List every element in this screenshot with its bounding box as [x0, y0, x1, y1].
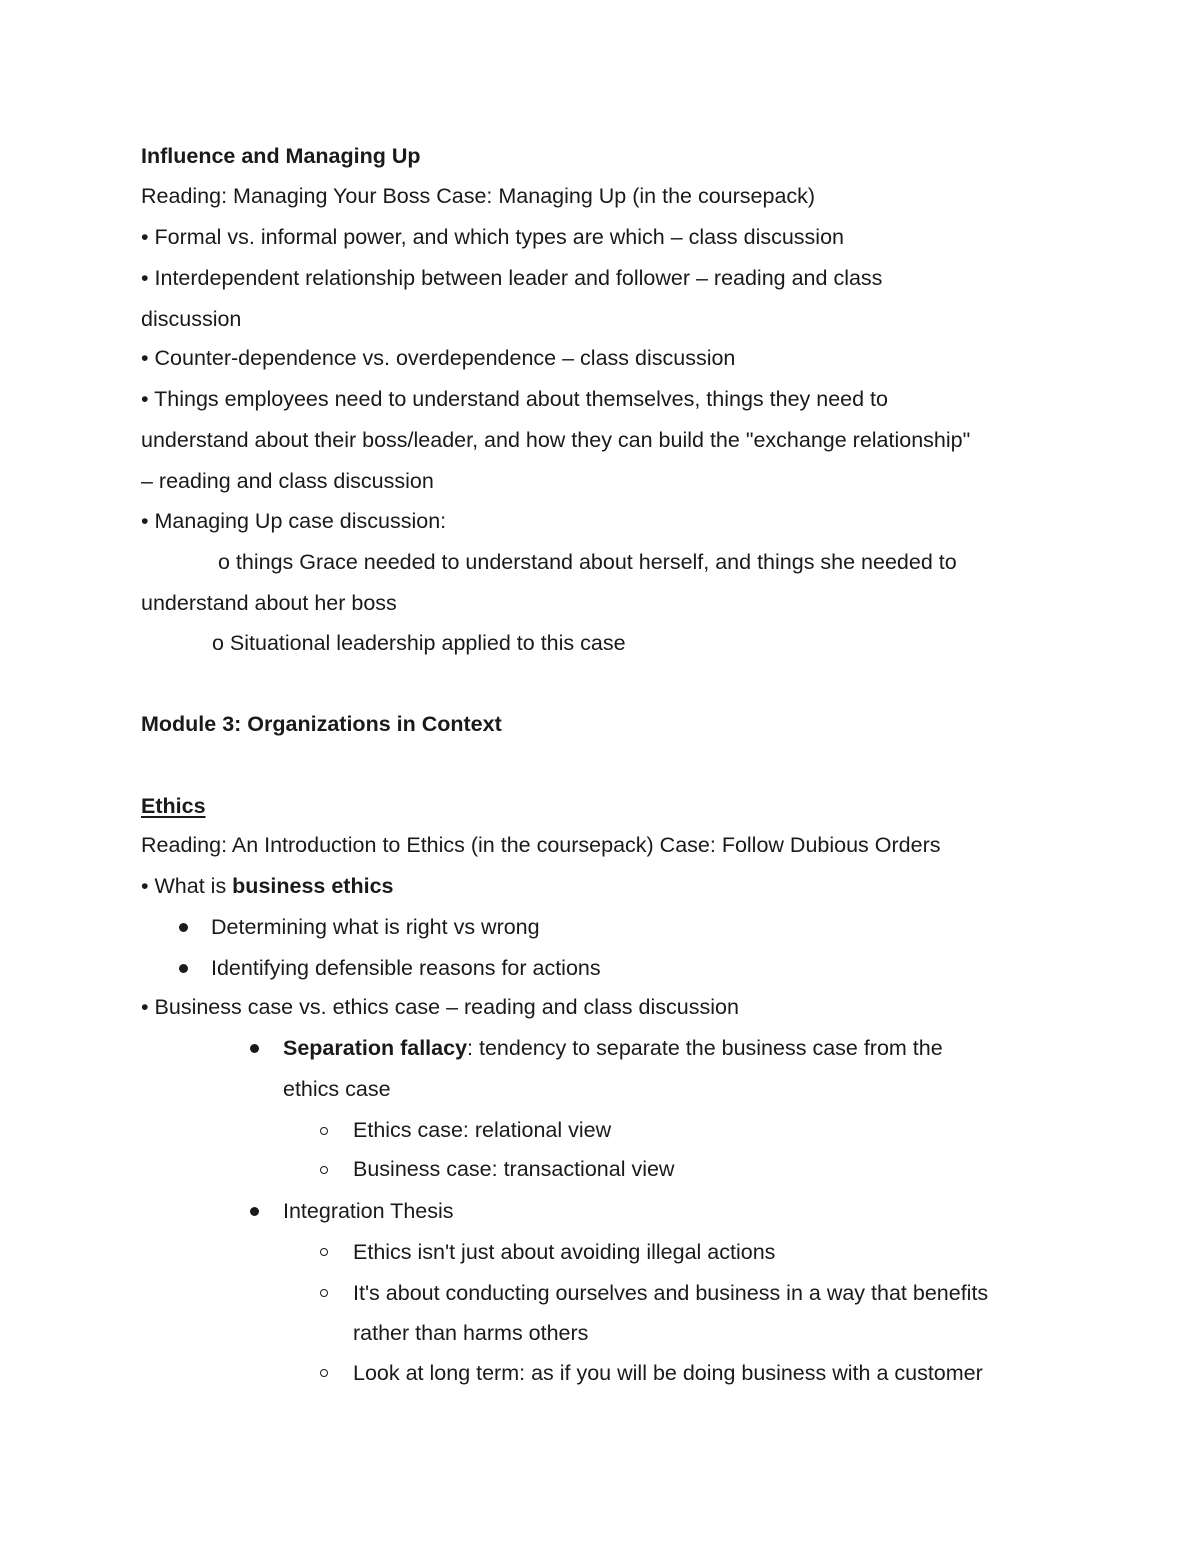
reading-line-influence: Reading: Managing Your Boss Case: Managing Up (in the coursepack): [141, 184, 816, 208]
list-item: Identifying defensible reasons for actions: [211, 956, 601, 980]
filled-bullet-icon: [179, 964, 188, 973]
bullet: •: [141, 266, 149, 290]
reading-line-ethics: Reading: An Introduction to Ethics (in the coursepack) Case: Follow Dubious Orders: [141, 833, 941, 857]
bullet: •: [141, 509, 149, 533]
sub-list-item: It's about conducting ourselves and business in a way that benefits: [353, 1281, 989, 1305]
module-heading: Module 3: Organizations in Context: [141, 712, 502, 736]
hollow-bullet-icon: [320, 1127, 328, 1135]
sub-list-item: Ethics isn't just about avoiding illegal actions: [353, 1240, 776, 1264]
sub-list-item-continuation: understand about her boss: [141, 591, 397, 615]
bullet: •: [141, 874, 149, 898]
bullet: •: [141, 995, 149, 1019]
list-item-continuation: discussion: [141, 307, 242, 331]
list-item: • What is business ethics: [141, 874, 394, 898]
list-item: • Business case vs. ethics case – reading and class discussion: [141, 995, 739, 1019]
list-item: • Formal vs. informal power, and which types are which – class discussion: [141, 225, 844, 249]
sub-list-item: Business case: transactional view: [353, 1157, 675, 1181]
list-item: Integration Thesis: [283, 1199, 454, 1223]
sub-list-item-continuation: rather than harms others: [353, 1321, 589, 1345]
list-item: • Interdependent relationship between leader and follower – reading and class: [141, 266, 883, 290]
list-item-continuation: ethics case: [283, 1077, 391, 1101]
bullet: •: [141, 346, 149, 370]
list-item: • Things employees need to understand about themselves, things they need to: [141, 387, 888, 411]
filled-bullet-icon: [179, 923, 188, 932]
list-item: • Counter-dependence vs. overdependence – class discussion: [141, 346, 736, 370]
filled-bullet-icon: [250, 1044, 259, 1053]
section-heading-influence: Influence and Managing Up: [141, 144, 421, 168]
filled-bullet-icon: [250, 1207, 259, 1216]
sub-list-item: Look at long term: as if you will be doing business with a customer: [353, 1361, 983, 1385]
list-item: • Managing Up case discussion:: [141, 509, 447, 533]
bullet: •: [141, 387, 149, 411]
hollow-bullet-icon: [320, 1369, 328, 1377]
section-heading-ethics: Ethics: [141, 794, 206, 818]
list-item-continuation: understand about their boss/leader, and how they can build the "exchange relationship": [141, 428, 971, 452]
sub-list-item: o things Grace needed to understand about herself, and things she needed to: [218, 550, 957, 574]
list-item: Separation fallacy: tendency to separate the business case from the: [283, 1036, 943, 1060]
sub-list-item: o Situational leadership applied to this case: [212, 631, 626, 655]
sub-list-item: Ethics case: relational view: [353, 1118, 612, 1142]
list-item: Determining what is right vs wrong: [211, 915, 540, 939]
hollow-bullet-icon: [320, 1248, 328, 1256]
hollow-bullet-icon: [320, 1166, 328, 1174]
bullet: •: [141, 225, 149, 249]
hollow-bullet-icon: [320, 1289, 328, 1297]
list-item-continuation: – reading and class discussion: [141, 469, 434, 493]
